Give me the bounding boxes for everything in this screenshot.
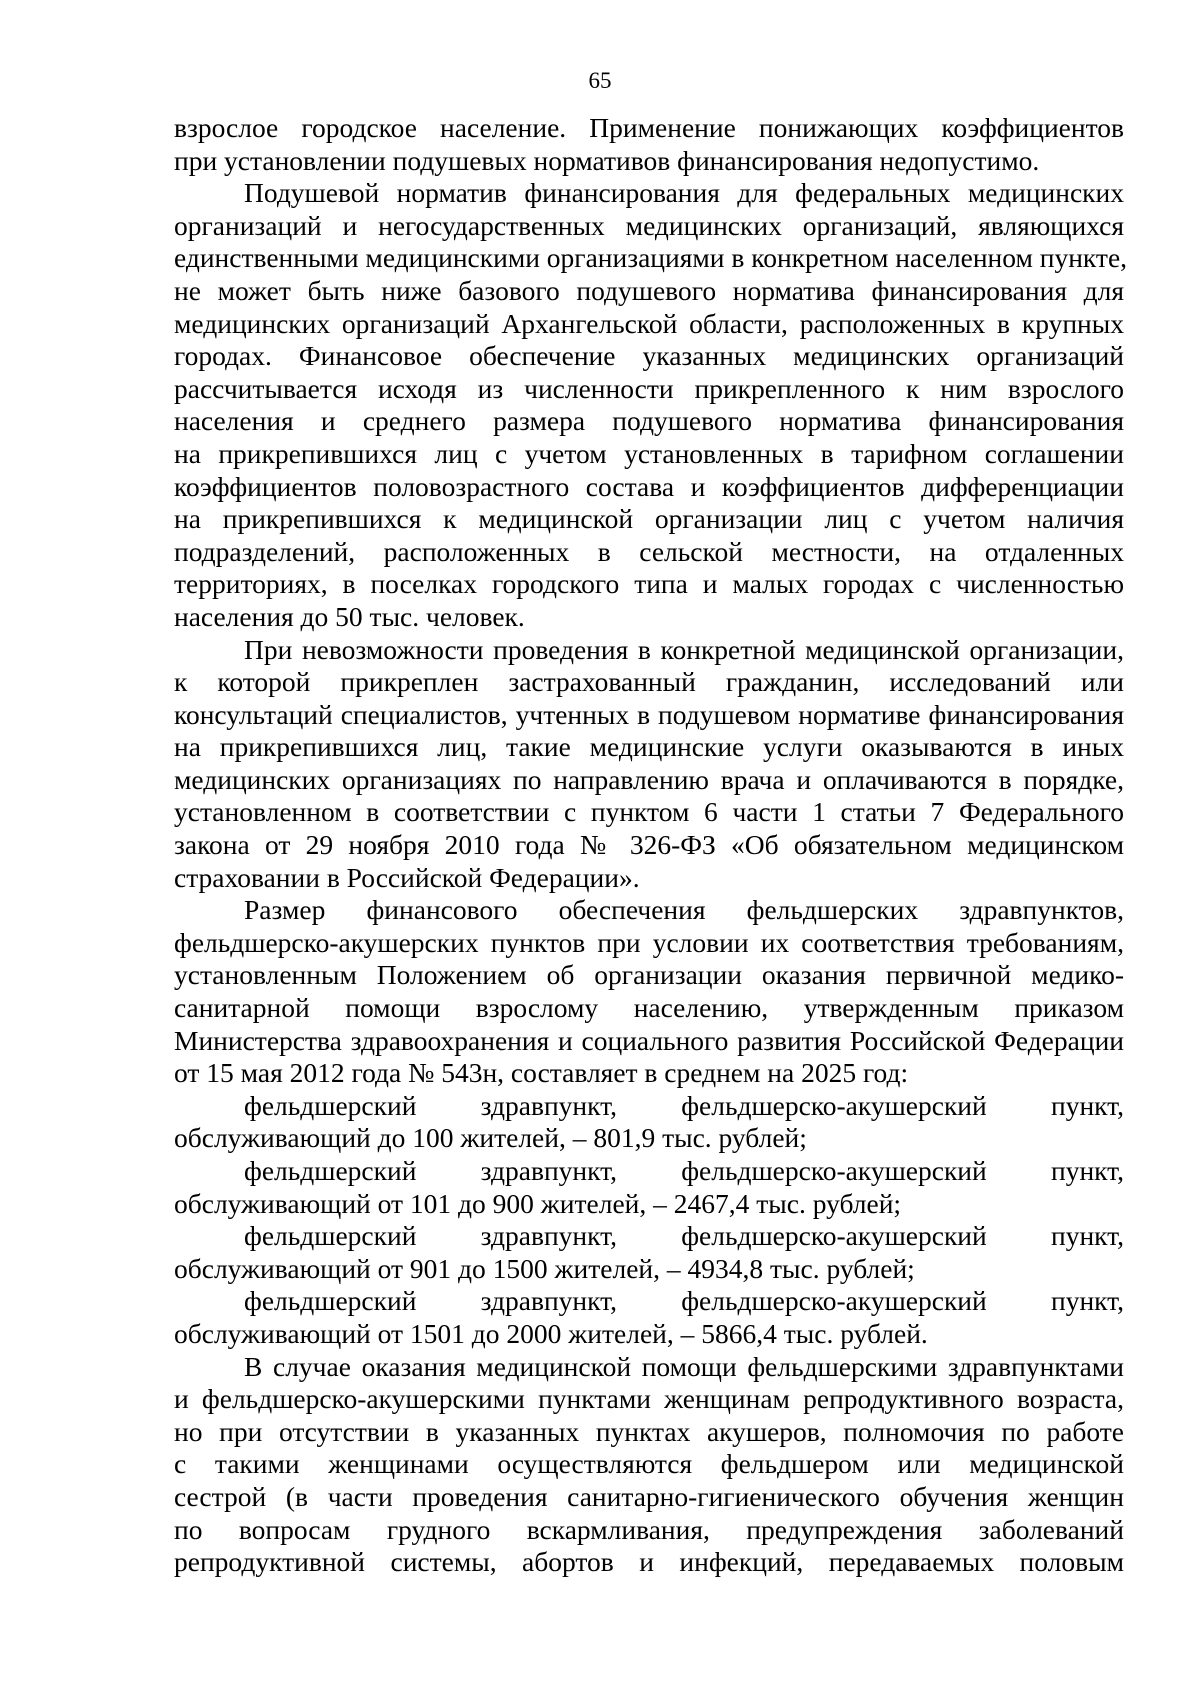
text-line: установленном в соответствии с пунктом 6 части 1 статьи 7 Федерального xyxy=(174,796,1124,828)
paragraph xyxy=(174,1220,1124,1285)
paragraph xyxy=(174,1351,1124,1579)
text-line: медицинских организаций Архангельской области, расположенных в крупных xyxy=(174,307,1124,339)
document-body xyxy=(174,112,1128,1579)
text-line: подразделений, расположенных в сельской местности, на отдаленных xyxy=(174,535,1124,567)
text-line: фельдшерский здравпункт, фельдшерско-акушерский пункт, xyxy=(244,1220,1124,1252)
text-line: городах. Финансовое обеспечение указанных медицинских организаций xyxy=(174,340,1124,372)
text-line: фельдшерско-акушерских пунктов при условии их соответствия требованиям, xyxy=(174,926,1124,958)
text-line: санитарной помощи взрослому населению, утвержденным приказом xyxy=(174,992,1124,1024)
text-line: не может быть ниже базового подушевого норматива финансирования для xyxy=(174,274,1124,306)
page-number: 65 xyxy=(588,68,612,93)
paragraph xyxy=(174,1155,1124,1220)
text-line: В случае оказания медицинской помощи фельдшерскими здравпунктами xyxy=(244,1350,1124,1382)
paragraph xyxy=(174,112,1124,177)
text-line: при установлении подушевых нормативов финансирования недопустимо. xyxy=(174,144,1040,176)
text-line: фельдшерский здравпункт, фельдшерско-акушерский пункт, xyxy=(244,1155,1124,1186)
text-line: от 15 мая 2012 года № 543н, составляет в среднем на 2025 год: xyxy=(174,1057,909,1089)
text-line: на прикрепившихся лиц, такие медицинские услуги оказываются в иных xyxy=(174,731,1124,763)
text-line: установленным Положением об организации оказания первичной медико- xyxy=(174,959,1124,991)
text-line: с такими женщинами осуществляются фельдшером или медицинской xyxy=(174,1448,1124,1480)
text-line: обслуживающий от 901 до 1500 жителей, – 4934,8 тыс. рублей; xyxy=(174,1252,915,1284)
paragraph xyxy=(174,1285,1124,1350)
text-line: но при отсутствии в указанных пунктах акушеров, полномочия по работе xyxy=(174,1415,1124,1447)
text-line: репродуктивной системы, абортов и инфекций, передаваемых половым xyxy=(174,1546,1124,1578)
text-line: по вопросам грудного вскармливания, предупреждения заболеваний xyxy=(174,1513,1124,1545)
paragraph xyxy=(174,894,1124,1090)
text-line: закона от 29 ноября 2010 года № 326-ФЗ «Об обязательном медицинском xyxy=(174,829,1124,861)
text-line: При невозможности проведения в конкретной медицинской организации, xyxy=(244,633,1124,665)
paragraph xyxy=(174,177,1128,633)
text-line: страховании в Российской Федерации». xyxy=(174,861,640,893)
text-line: населения и среднего размера подушевого норматива финансирования xyxy=(174,405,1124,437)
text-line: коэффициентов половозрастного состава и коэффициентов дифференциации xyxy=(174,470,1124,502)
text-line: территориях, в поселках городского типа и малых городах с численностью xyxy=(174,568,1124,600)
text-line: на прикрепившихся лиц с учетом установленных в тарифном соглашении xyxy=(174,437,1124,469)
text-line: фельдшерский здравпункт, фельдшерско-акушерский пункт, xyxy=(244,1089,1124,1121)
text-line: рассчитывается исходя из численности прикрепленного к ним взрослого xyxy=(174,372,1124,404)
text-line: фельдшерский здравпункт, фельдшерско-акушерский пункт, xyxy=(244,1285,1124,1317)
text-line: консультаций специалистов, учтенных в подушевом нормативе финансирования xyxy=(174,698,1124,730)
text-line: на прикрепившихся к медицинской организации лиц с учетом наличия xyxy=(174,503,1124,535)
paragraph xyxy=(174,634,1124,895)
text-line: медицинских организациях по направлению врача и оплачиваются в порядке, xyxy=(174,763,1124,795)
text-line: Подушевой норматив финансирования для федеральных медицинских xyxy=(244,177,1124,209)
text-line: Размер финансового обеспечения фельдшерских здравпунктов, xyxy=(244,894,1124,926)
text-line: обслуживающий от 101 до 900 жителей, – 2467,4 тыс. рублей; xyxy=(174,1187,902,1219)
paragraph xyxy=(174,1090,1124,1155)
text-line: Министерства здравоохранения и социального развития Российской Федерации xyxy=(174,1024,1124,1056)
text-line: единственными медицинскими организациями в конкретном населенном пункте, xyxy=(174,242,1128,274)
text-line: населения до 50 тыс. человек. xyxy=(174,600,525,632)
text-line: обслуживающий от 1501 до 2000 жителей, – 5866,4 тыс. рублей. xyxy=(174,1317,928,1349)
text-line: к которой прикреплен застрахованный гражданин, исследований или xyxy=(174,666,1124,698)
text-line: организаций и негосударственных медицинских организаций, являющихся xyxy=(174,209,1124,241)
text-line: и фельдшерско-акушерскими пунктами женщинам репродуктивного возраста, xyxy=(174,1383,1124,1415)
text-line: взрослое городское население. Применение понижающих коэффициентов xyxy=(174,112,1124,143)
text-line: обслуживающий до 100 жителей, – 801,9 тыс. рублей; xyxy=(174,1122,807,1154)
text-line: сестрой (в части проведения санитарно-гигиенического обучения женщин xyxy=(174,1480,1124,1512)
